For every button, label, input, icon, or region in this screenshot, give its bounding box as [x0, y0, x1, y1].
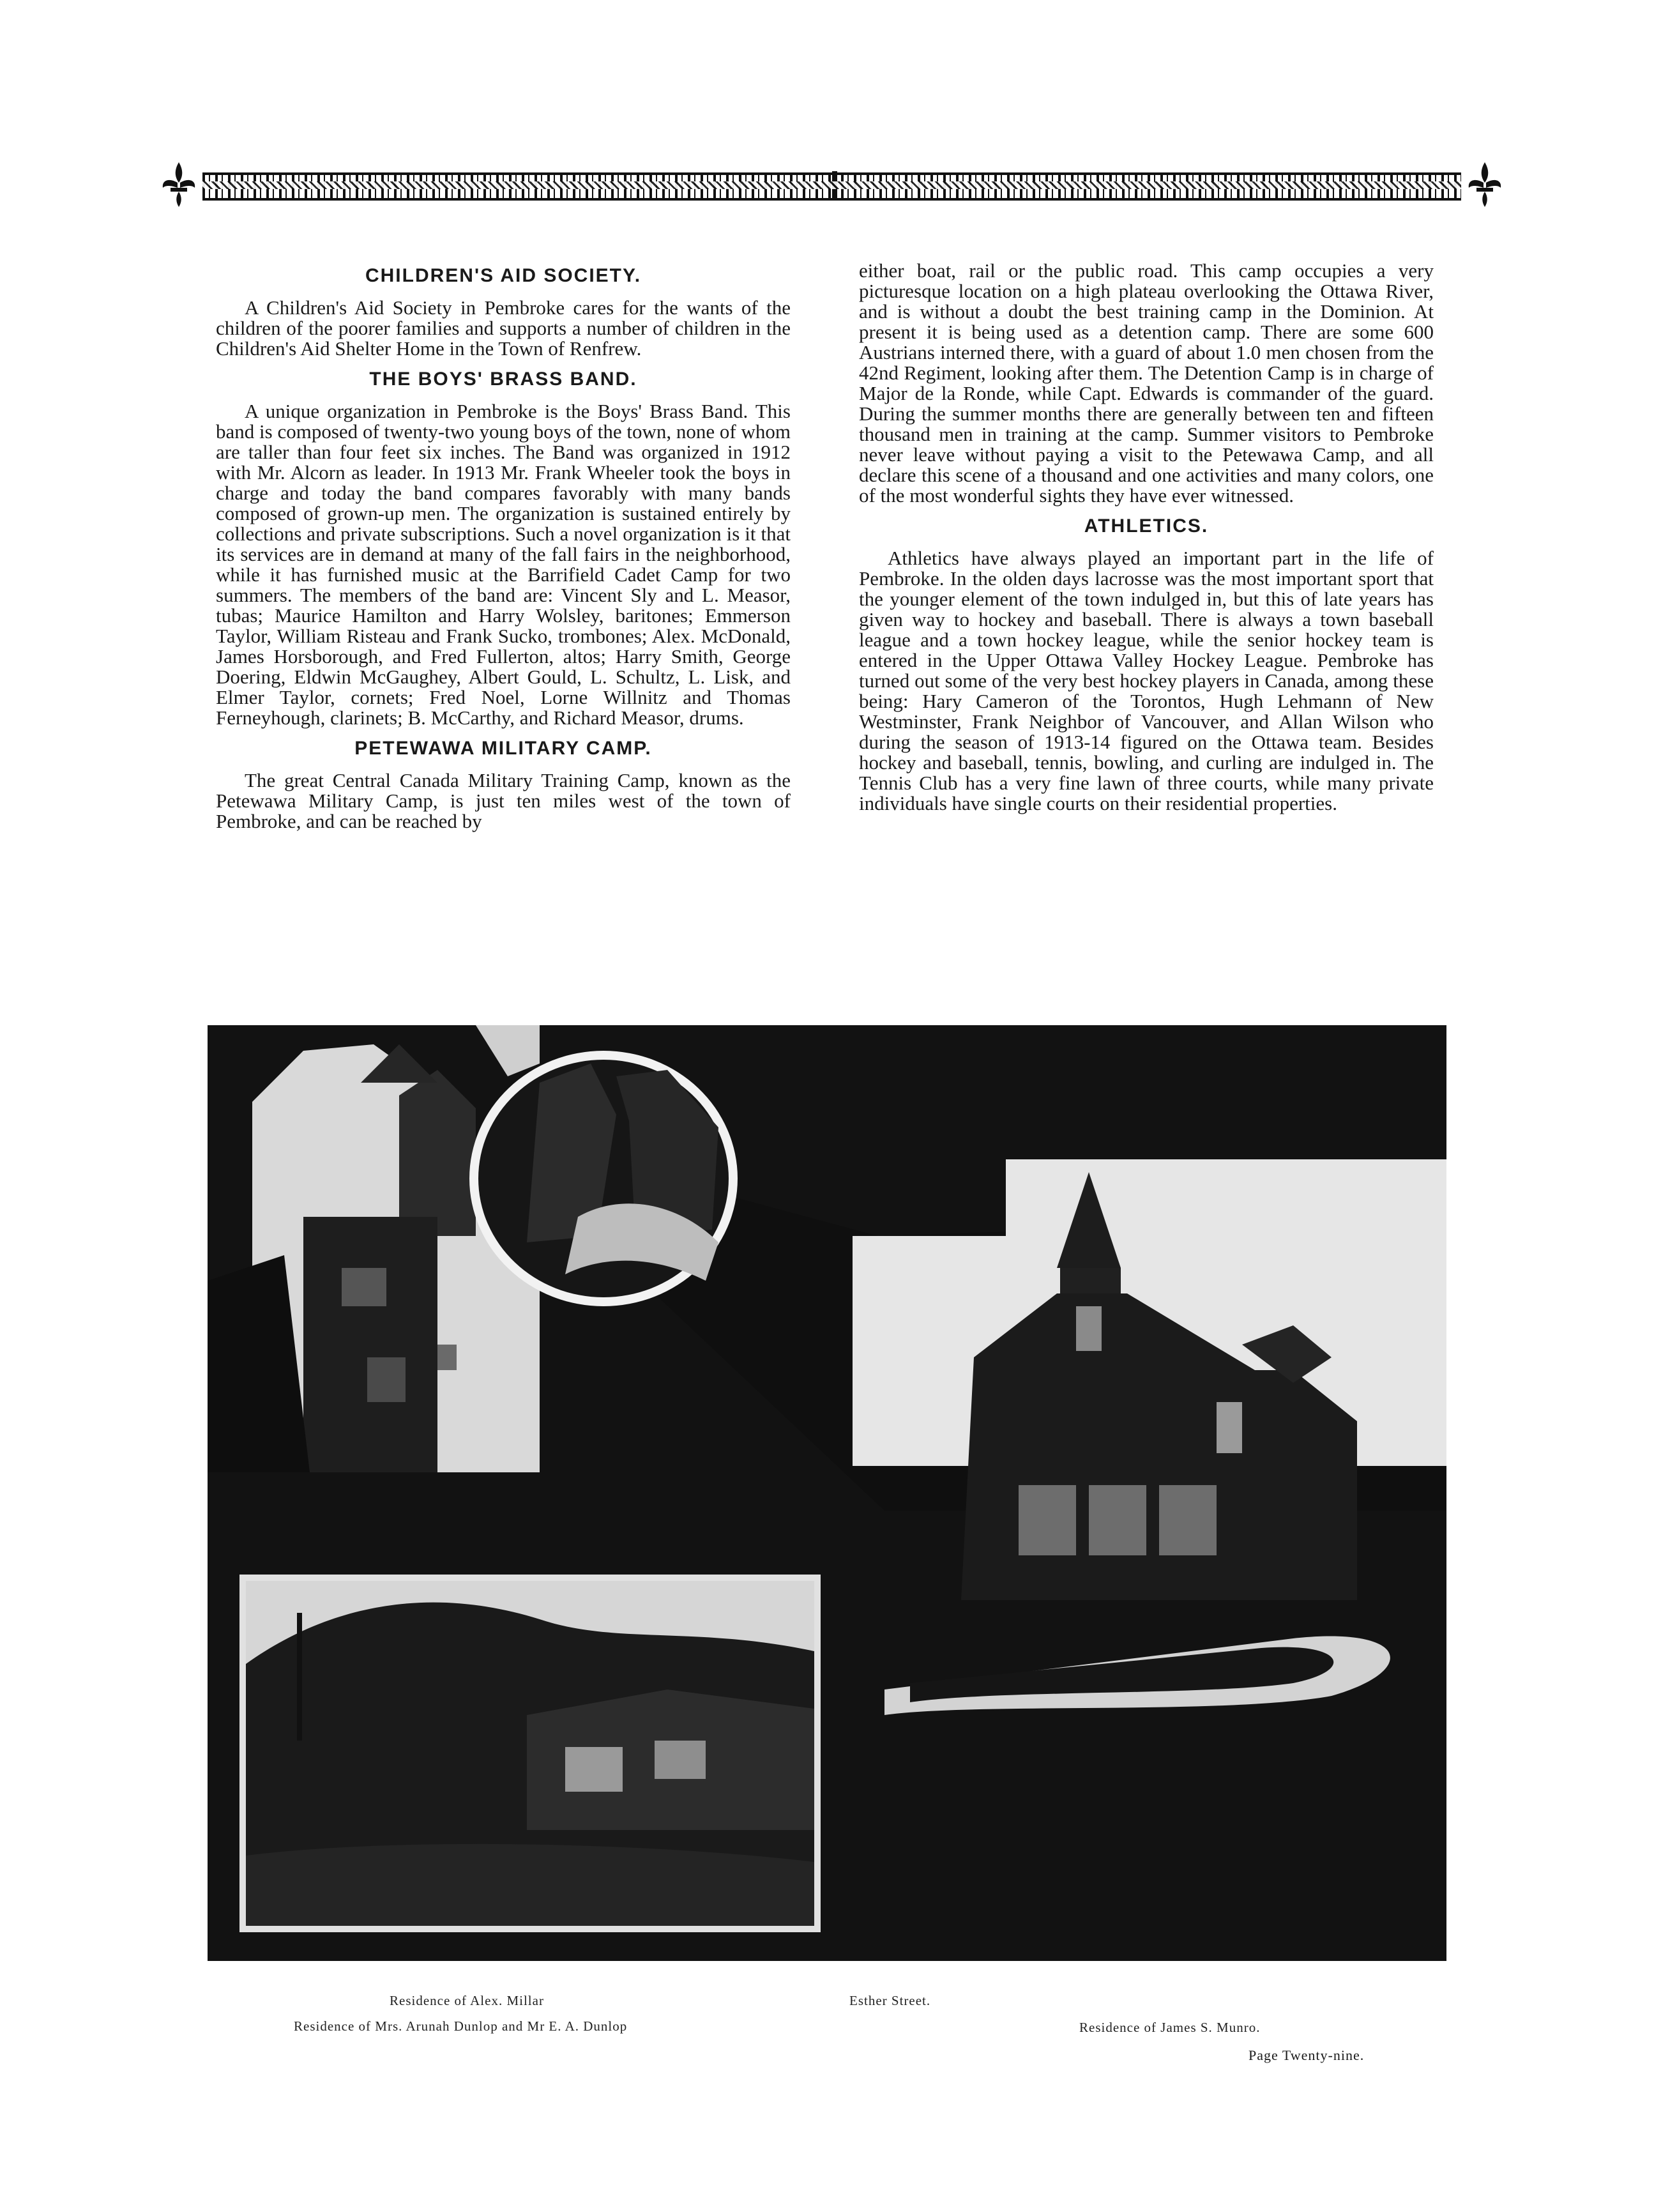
caption-esther-street: Esther Street. — [849, 1993, 931, 2008]
petewawa-paragraph-start: The great Central Canada Military Training Camp, known as the Petewawa Military Camp, is just ten miles west of the town of Pembroke, and can be reached by — [216, 769, 791, 832]
section-heading-brass-band: THE BOYS' BRASS BAND. — [369, 369, 637, 390]
photo-collage-illustration — [208, 1025, 1446, 1961]
brass-band-paragraph: A unique organization in Pembroke is the Boys' Brass Band. This band is composed of twenty-two young boys of the town, none of whom are taller than four feet six inches. The Band was organized in 1912 with Mr. Alcorn as leader. In 1913 Mr. Frank Wheeler took the boys in charge and today the band compares favorably with many bands composed of grown-up men. The organization is sustained entirely by collections and private subscriptions. Such a novel organization is it that its services are in demand at many of the fall fairs in the neighborhood, while it has furnished music at the Barrifield Cadet Camp for two summers. The members of the band are: Vincent Sly and L. Measor, tubas; Maurice Hamilton and Harry Wolsley, baritones; Emmerson Taylor, William Risteau and Frank Sucko, trombones; Alex. McDonald, James Horsborough, and Fred Fullerton, altos; Harry Smith, George Doering, Eldwin McGaughey, Albert Gould, L. Schultz, L. Lisk, and Elmer Taylor, cornets; Fred Noel, Lorne Willnitz and Thomas Ferneyhough, clarinets; B. McCarthy, and Richard Measor, drums. — [216, 400, 791, 729]
fleur-de-lis-icon — [156, 158, 201, 210]
caption-millar-residence: Residence of Alex. Millar — [390, 1993, 544, 2008]
left-text-column — [216, 256, 791, 839]
section-heading-athletics: ATHLETICS. — [1084, 515, 1209, 537]
caption-dunlop-residence: Residence of Mrs. Arunah Dunlop and Mr E. A. Dunlop — [294, 2018, 628, 2034]
ornamental-band — [202, 172, 1461, 201]
page-number: Page Twenty-nine. — [1248, 2047, 1365, 2063]
right-text-column — [859, 261, 1434, 821]
section-heading-childrens-aid: CHILDREN'S AID SOCIETY. — [365, 265, 642, 286]
fleur-de-lis-icon — [1462, 158, 1507, 210]
childrens-aid-paragraph: A Children's Aid Society in Pembroke cares for the wants of the children of the poorer families and supports a number of children in the Children's Aid Shelter Home in the Town of Renfrew. — [216, 296, 791, 360]
decorative-header-border — [156, 158, 1507, 210]
petewawa-paragraph-continued: either boat, rail or the public road. This camp occupies a very picturesque location on a high plateau overlooking the Ottawa River, and is without a doubt the best training camp in the Dominion. At present it is being used as a detention camp. There are some 600 Austrians interned there, with a guard of about 1.0 men chosen from the 42nd Regiment, looking after them. The Detention Camp is in charge of Major de la Ronde, while Capt. Edwards is commander of the guard. During the summer months there are generally between ten and fifteen thousand men in training at the camp. Summer visitors to Pembroke never leave without paying a visit to the Petewawa Camp, and all declare this scene of a thousand and one activities and many colors, one of the most wonderful sights they have ever witnessed. — [859, 259, 1434, 507]
athletics-paragraph: Athletics have always played an important part in the life of Pembroke. In the olden days lacrosse was the most important sport that the younger element of the town indulged in, but this of late years has given way to hockey and baseball. There is always a town baseball league and a town hockey league, while the senior hockey team is entered in the Upper Ottawa Valley Hockey League. Pembroke has turned out some of the very best hockey players in Canada, among these being: Hary Cameron of the Torontos, Hugh Lehmann of New Westminster, Frank Neighbor of Vancouver, and Allan Wilson who during the season of 1913-14 figured on the Ottawa team. Besides hockey and baseball, tennis, bowling, and curling are indulged in. The Tennis Club has a very fine lawn of three courts, while many private individuals have single courts on their residential properties. — [859, 547, 1434, 814]
caption-munro-residence: Residence of James S. Munro. — [1079, 2020, 1261, 2035]
residences-photo-collage — [208, 1025, 1446, 1961]
section-heading-petewawa: PETEWAWA MILITARY CAMP. — [354, 738, 652, 759]
